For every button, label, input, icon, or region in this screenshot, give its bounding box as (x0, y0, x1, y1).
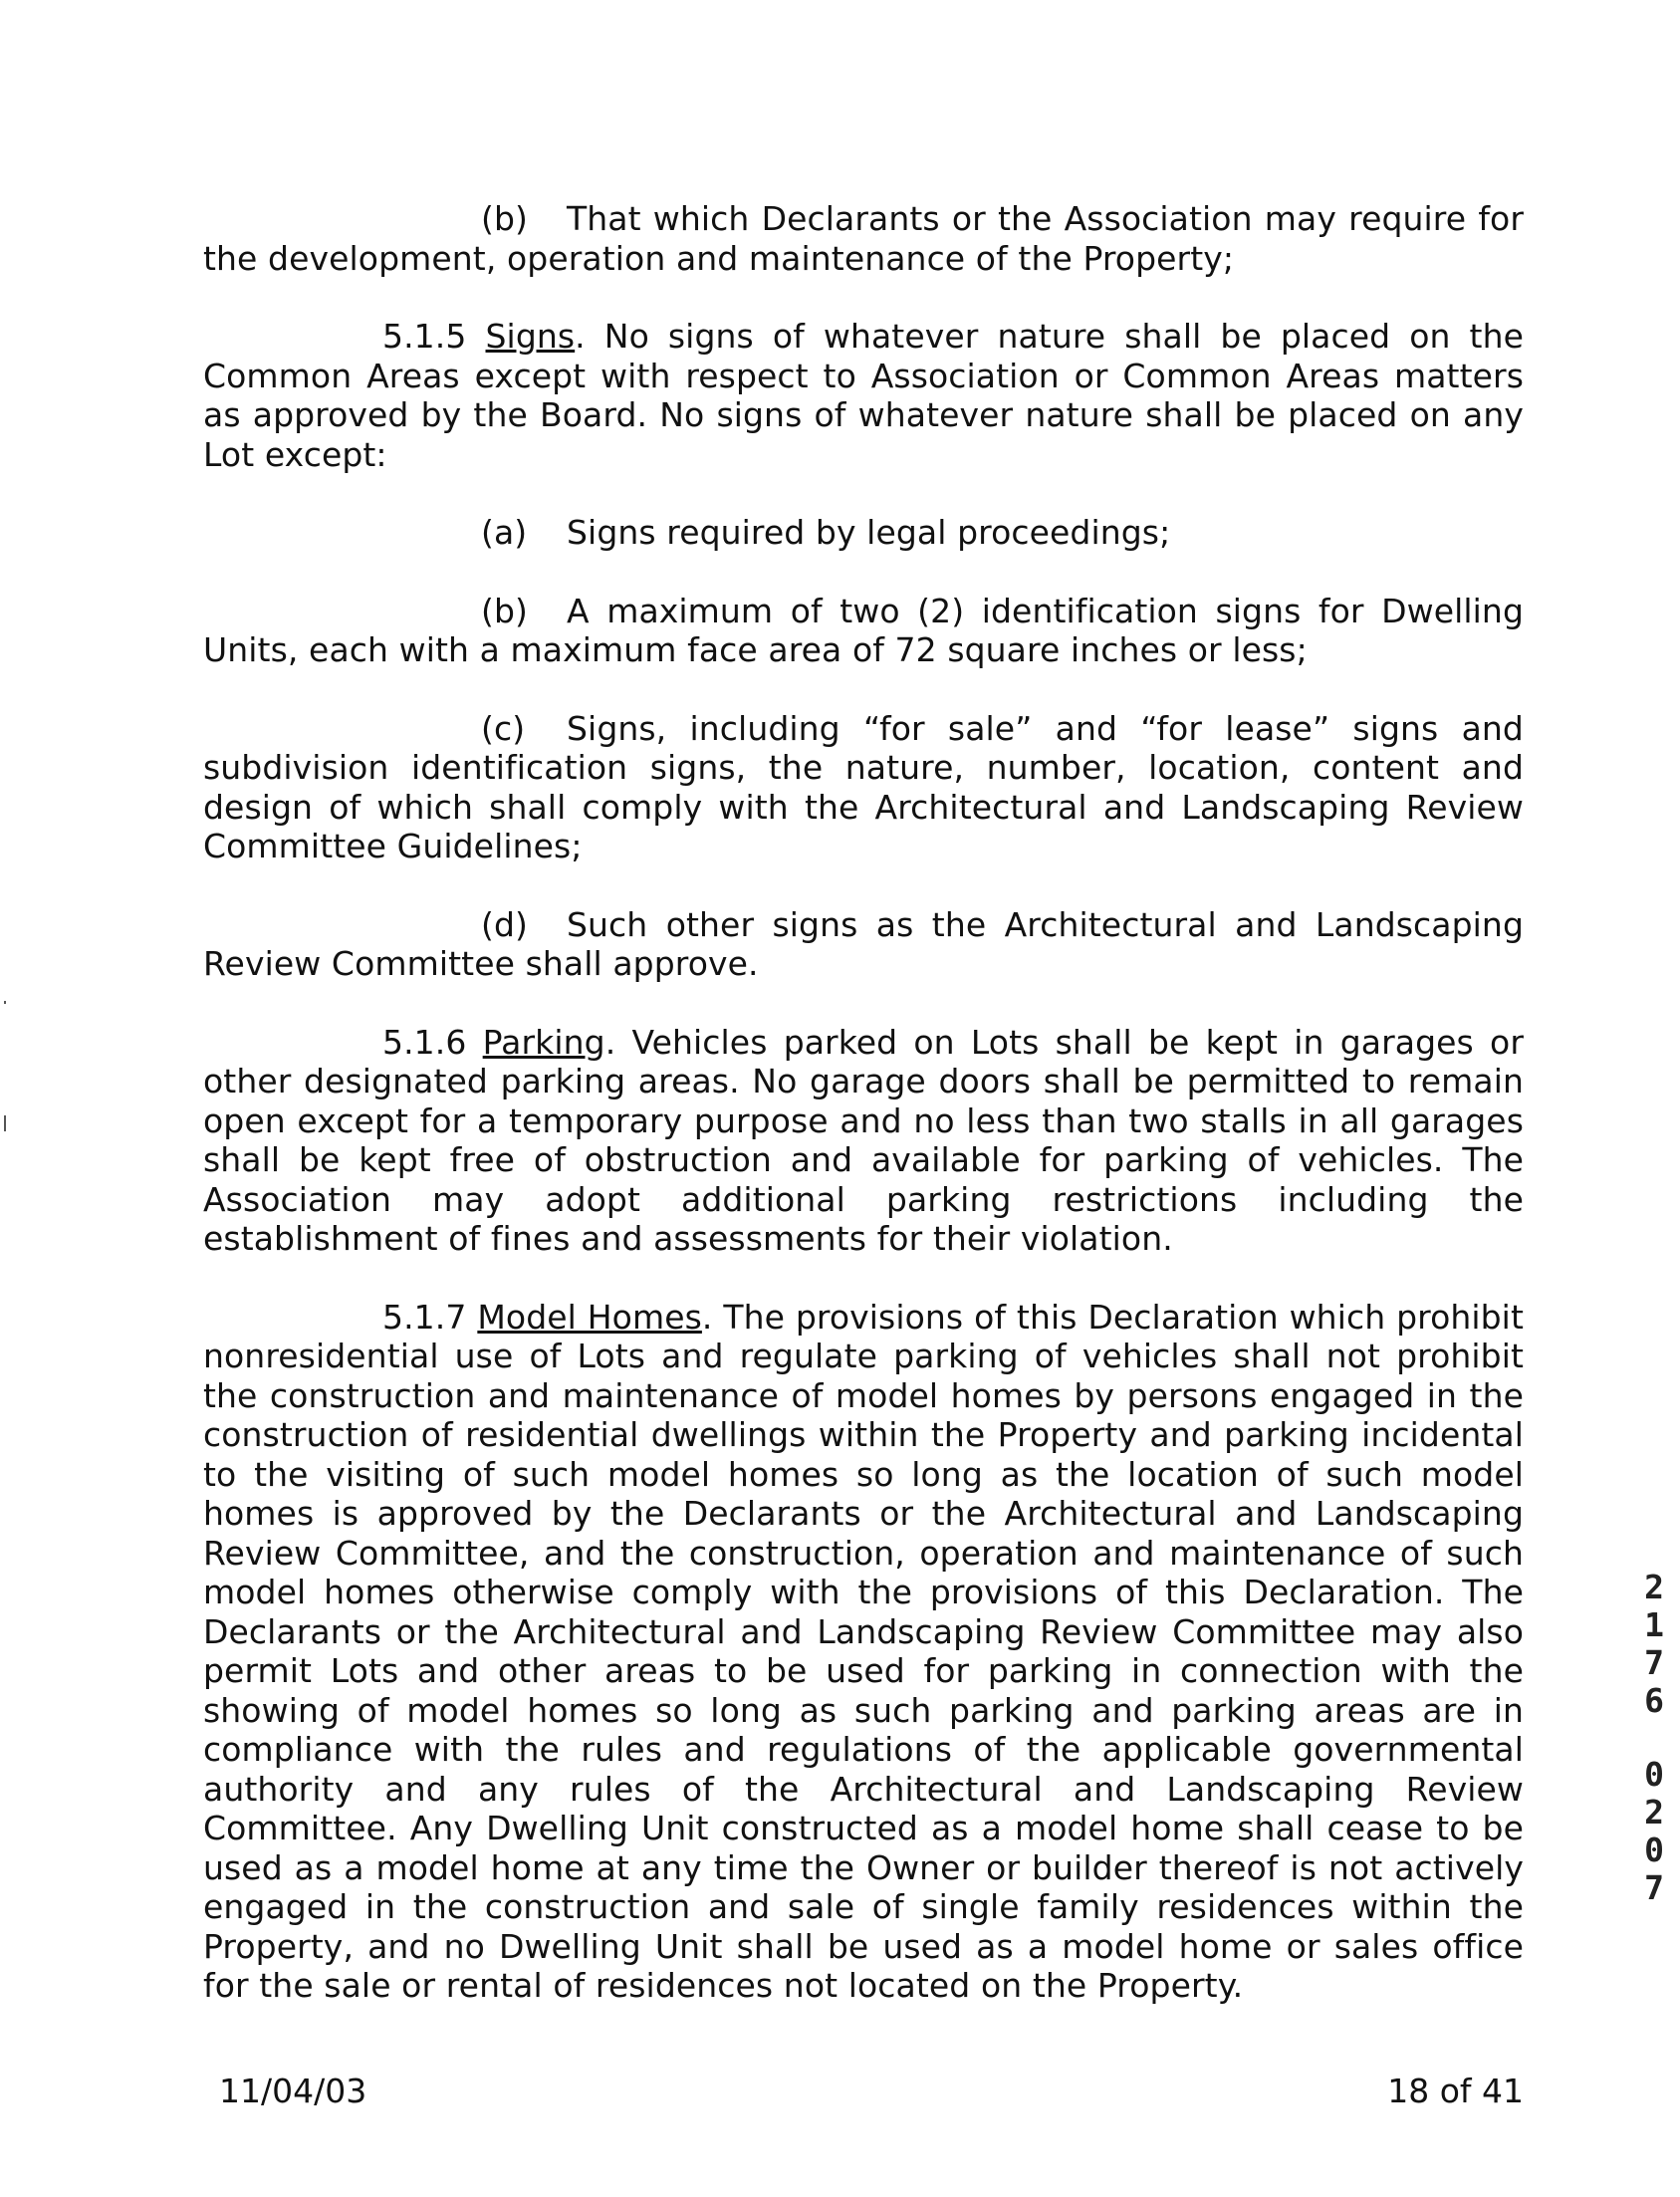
page-number: 18 of 41 (1387, 2072, 1524, 2110)
paragraph-sub-b-development (203, 199, 1524, 278)
section-number: 5.1.7 (382, 1297, 467, 1337)
section-5-1-5-signs: 5.1.5 Signs. No signs of whatever nature shall be placed on the Common Areas except with respect to Association or Common Areas matters as approved by the Board. No signs of whatever nature shall be placed on any Lot except: (203, 317, 1525, 474)
scan-mark (4, 1115, 6, 1131)
subsection-label: (c) (481, 708, 526, 748)
section-heading: Parking (482, 1022, 605, 1062)
stamp-digit: 7 (1644, 1868, 1664, 1907)
stamp-digit: 7 (1644, 1643, 1664, 1682)
stamp-digit: 0 (1644, 1755, 1664, 1794)
stamp-digit: 1 (1644, 1605, 1664, 1644)
paragraph-text: Signs required by legal proceedings; (567, 513, 1171, 552)
paragraph-text: The provisions of this Declaration which prohibit nonresidential use of Lots and regulate parking of vehicles shall not prohibit the construction and maintenance of model homes by persons engaged in the construction of residential dwellings within the Property and parking incidental to the visiting of such model homes so long as the location of such model homes is approved by the Declarants or the Architectural and Landscaping Review Committee, and the construction, operation and maintenance of such model homes otherwise comply with the provisions of this Declaration. The Declarants or the Architectural and Landscaping Review Committee may also permit Lots and other areas to be used for parking in connection with the showing of model homes so long as such parking and parking areas are in compliance with the rules and regulations of the applicable governmental authority and any rules of the Architectural and Landscaping Review Committee. Any Dwelling Unit constructed as a model home shall cease to be used as a model home at any time the Owner or builder thereof is not actively engaged in the construction and sale of single family residences within the Property, and no Dwelling Unit shall be used as a model home or sales office for the sale or rental of residences not located on the Property. (203, 1297, 1524, 2005)
paragraph-sub-a-legal (203, 513, 1524, 553)
section-heading: Model Homes (477, 1297, 702, 1337)
subsection-label: (b) (481, 199, 528, 238)
paragraph-text: Signs, including “for sale” and “for lease” signs and subdivision identification signs, the nature, number, location, content and design of which shall comply with the Architectural and Landscaping Review Committee Guidelines; (203, 708, 1524, 865)
stamp-digit: 0 (1644, 1831, 1664, 1869)
stamp-digit: 2 (1644, 1568, 1664, 1606)
document-body (203, 199, 1524, 2045)
section-heading: Signs (485, 317, 576, 356)
section-number: 5.1.5 (382, 317, 467, 356)
paragraph-sub-c-signs (203, 709, 1524, 866)
paragraph-sub-b-identification (203, 592, 1524, 670)
subsection-label: (b) (481, 591, 528, 630)
scan-mark (4, 1001, 6, 1004)
paragraph-text: No signs of whatever nature shall be placed on the Common Areas except with respect to Association or Common Areas matters as approved by the Board. No signs of whatever nature shall be placed on any Lot except: (203, 317, 1525, 474)
stamp-gap (1636, 1720, 1672, 1756)
section-number: 5.1.6 (382, 1022, 467, 1062)
stamp-digit: 6 (1644, 1681, 1664, 1720)
subsection-label: (d) (481, 904, 528, 944)
paragraph-text: That which Declarants or the Association may require for the development, operation and maintenance of the Property; (203, 199, 1524, 278)
paragraph-text: Vehicles parked on Lots shall be kept in garages or other designated parking areas. No garage doors shall be permitted to remain open except for a temporary purpose and no less than two stalls in all garages shall be kept free of obstruction and available for parking of vehicles. The Association may adopt additional parking restrictions including the establishment of fines and assessments for their violation. (203, 1022, 1524, 1258)
section-5-1-7-model-homes: 5.1.7 Model Homes. The provisions of this Declaration which prohibit nonresidential use of Lots and regulate parking of vehicles shall not prohibit the construction and maintenance of model homes by persons engaged in the construction of residential dwellings within the Property and parking incidental to the visiting of such model homes so long as the location of such model homes is approved by the Declarants or the Architectural and Landscaping Review Committee, and the construction, operation and maintenance of such model homes otherwise comply with the provisions of this Declaration. The Declarants or the Architectural and Landscaping Review Committee may also permit Lots and other areas to be used for parking in connection with the showing of model homes so long as such parking and parking areas are in compliance with the rules and regulations of the applicable governmental authority and any rules of the Architectural and Landscaping Review Committee. Any Dwelling Unit constructed as a model home shall cease to be used as a model home at any time the Owner or builder thereof is not actively engaged in the construction and sale of single family residences within the Property, and no Dwelling Unit shall be used as a model home or sales office for the sale or rental of residences not located on the Property. (203, 1297, 1524, 2005)
stamp-digit: 2 (1644, 1793, 1664, 1831)
paragraph-sub-d-other (203, 905, 1524, 984)
subsection-label: (a) (481, 513, 528, 552)
paragraph-text: Such other signs as the Architectural and Landscaping Review Committee shall approve. (203, 904, 1524, 983)
footer-date: 11/04/03 (219, 2072, 367, 2110)
recording-number-stamp (1636, 1569, 1672, 1907)
paragraph-text: A maximum of two (2) identification signs for Dwelling Units, each with a maximum face area of 72 square inches or less; (203, 591, 1524, 669)
section-5-1-6-parking: 5.1.6 Parking. Vehicles parked on Lots shall be kept in garages or other designated parking areas. No garage doors shall be permitted to remain open except for a temporary purpose and no less than two stalls in all garages shall be kept free of obstruction and available for parking of vehicles. The Association may adopt additional parking restrictions including the establishment of fines and assessments for their violation. (203, 1022, 1524, 1258)
